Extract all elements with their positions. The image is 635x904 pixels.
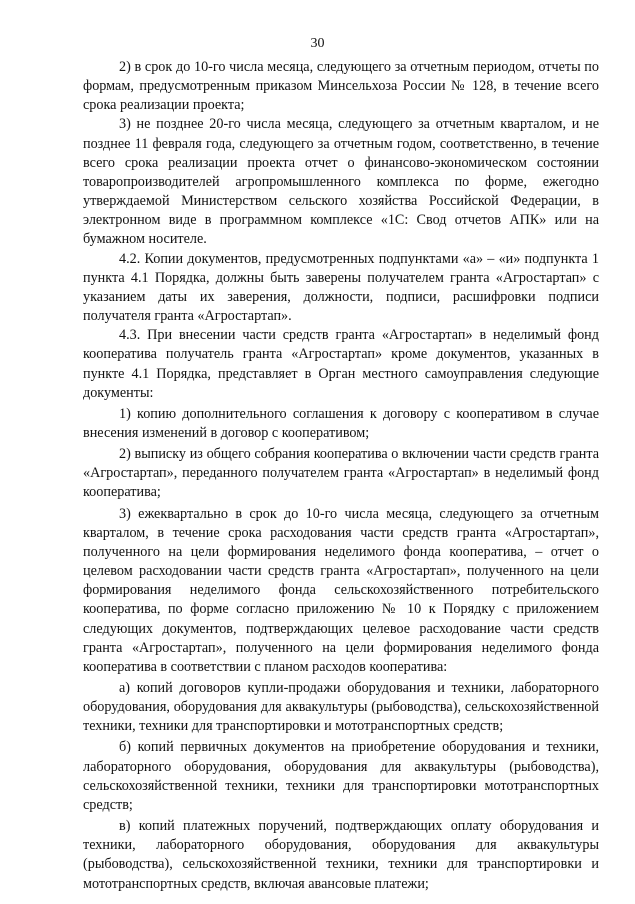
list-item-v: в) копий платежных поручений, подтверждающих оплату оборудования и техники, лабораторного оборудования, оборудования для аквакультуры (рыбоводства), сельскохозяйственной техники, техники для транспортировки и мототранспортных средств, включая авансовые платежи; — [83, 818, 599, 892]
paragraph-item-2: 2) в срок до 10-го числа месяца, следующего за отчетным периодом, отчеты по формам, предусмотренным приказом Минсельхоза России № 128, в течение всего срока реализации проекта; — [83, 59, 599, 114]
page-number: 30 — [310, 36, 325, 51]
list-item-2: 2) выписку из общего собрания кооператива о включении части средств гранта «Агростартап», переданного получателем гранта «Агростартап» в неделимый фонд кооператива; — [83, 446, 599, 501]
paragraph-4-2: 4.2. Копии документов, предусмотренных подпунктами «а» – «и» подпункта 1 пункта 4.1 Порядка, должны быть заверены получателем гранта «Агростартап» с указанием даты их заверения, должности, подписи, расшифровки подписи получателя гранта «Агростартап». — [83, 250, 599, 325]
paragraph-item-3: 3) не позднее 20-го числа месяца, следующего за отчетным кварталом, и не позднее 11 февраля года, следующего за отчетным годом, соответственно, в течение всего срока реализации проекта отчет о финансово-экономическом состоянии товаропроизводителей агропромышленного комплекса по форме, ежегодно утверждаемой Министерством сельского хозяйства Российской Федерации, в электронном виде в программном комплексе «1С: Свод отчетов АПК» или на бумажном носителе. — [83, 116, 599, 248]
document-body — [83, 58, 599, 894]
list-item-b: б) копий первичных документов на приобретение оборудования и техники, лабораторного оборудования, оборудования для аквакультуры (рыбоводства), сельскохозяйственной техники, техники для транспортировки мототранспортных средств; — [83, 739, 599, 813]
list-item-1: 1) копию дополнительного соглашения к договору с кооперативом в случае внесения изменений в договор с кооперативом; — [83, 405, 599, 441]
paragraph-4-3: 4.3. При внесении части средств гранта «Агростартап» в неделимый фонд кооператива получатель гранта «Агростартап» кроме документов, указанных в пункте 4.1 Порядка, представляет в Орган местного самоуправления следующие документы: — [83, 327, 599, 401]
list-item-a: а) копий договоров купли-продажи оборудования и техники, лабораторного оборудования, оборудования для аквакультуры (рыбоводства), сельскохозяйственной техники, техники для транспортировки и мототранспортных средств; — [83, 680, 599, 735]
list-item-3: 3) ежеквартально в срок до 10-го числа месяца, следующего за отчетным кварталом, в течение срока расходования части средств гранта «Агростартап», полученного на цели формирования неделимого фонда кооператива, – отчет о целевом расходовании части средств гранта «Агростартап», полученного на цели формирования неделимого фонда сельскохозяйственного потребительского кооператива, по форме согласно приложению № 10 к Порядку с приложением следующих документов, подтверждающих целевое расходование части средств гранта «Агростартап», полученного на цели формирования неделимого фонда кооператива в соответствии с планом расходов кооператива: — [83, 505, 599, 675]
